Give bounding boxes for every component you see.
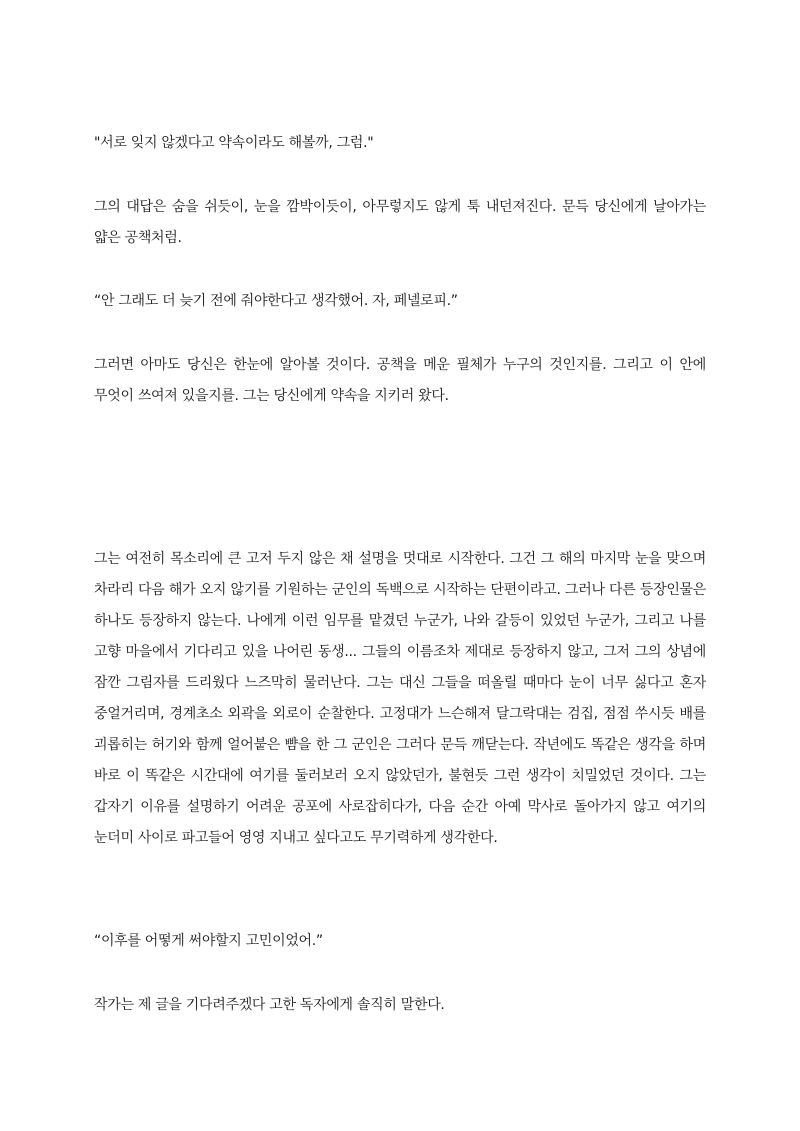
paragraph-story-summary: 그는 여전히 목소리에 큰 고저 두지 않은 채 설명을 멋대로 시작한다. 그건 그 해의 마지막 눈을 맞으며 차라리 다음 해가 오지 않기를 기원하는 군인의 독백으로 시작하는 단편이라고. 그러나 다른 등장인물은 하나도 등장하지 않는다. 나에게 이런 임무를 맡겼던 누군가, 나와 갈등이 있었던 누군가, 그리고 나를 고향 마을에서 기다리고 있을 나어린 동생... 그들의 이름조차 제대로 등장하지 않고, 그저 그의 상념에 잠깐 그림자를 드리웠다 느즈막히 물러난다. 그는 대신 그들을 떠올릴 때마다 눈이 너무 싫다고 혼자 중얼거리며, 경계초소 외곽을 외로이 순찰한다. 고정대가 느슨해져 달그락대는 검집, 점점 쑤시듯 배를 괴롭히는 허기와 함께 얼어붙은 뺨을 한 그 군인은 그러다 문득 깨닫는다. 작년에도 똑같은 생각을 하며 바로 이 똑같은 시간대에 여기를 둘러보러 오지 않았던가, 불현듯 그런 생각이 치밀었던 것이다. 그는 갑자기 이유를 설명하기 어려운 공포에 사로잡히다가, 다음 순간 아예 막사로 돌아가지 않고 여기의 눈더미 사이로 파고들어 영영 지내고 싶다고도 무기력하게 생각한다. xyxy=(94,551,706,846)
paragraph-dialogue-penelope: “안 그래도 더 늦기 전에 줘야한다고 생각했어. 자, 페넬로피.” xyxy=(94,293,458,309)
paragraph-closing: 작가는 제 글을 기다려주겠다 고한 독자에게 솔직히 말한다. xyxy=(94,997,445,1013)
paragraph-dialogue-worry: “이후를 어떻게 써야할지 고민이었어.” xyxy=(94,933,323,949)
paragraph-reply-narration: 그의 대답은 숨을 쉬듯이, 눈을 깜박이듯이, 아무렇지도 않게 툭 내던져진다. 문득 당신에게 날아가는 얇은 공책처럼. xyxy=(94,199,706,246)
paragraph-dialogue-promise: "서로 잊지 않겠다고 약속이라도 해볼까, 그럼." xyxy=(94,135,374,151)
document-page xyxy=(94,0,706,1131)
paragraph-recognition: 그러면 아마도 당신은 한눈에 알아볼 것이다. 공책을 메운 필체가 누구의 것인지를. 그리고 이 안에 무엇이 쓰여져 있을지를. 그는 당신에게 약속을 지키러 왔다. xyxy=(94,357,706,404)
